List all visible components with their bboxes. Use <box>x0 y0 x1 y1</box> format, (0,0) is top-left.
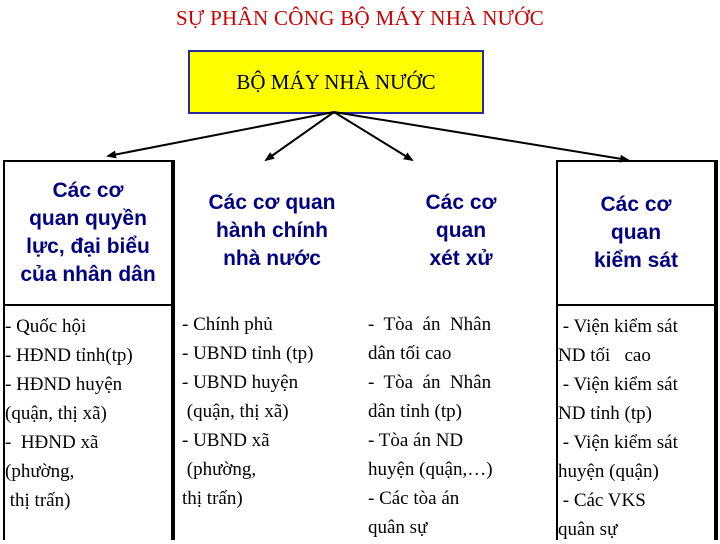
list-item: - Quốc hội <box>5 316 87 337</box>
list-item: (phường, <box>5 461 75 482</box>
column-list <box>558 312 714 544</box>
list-item: - UBND xã <box>182 430 270 451</box>
list-item: - Viện kiểm sát <box>558 316 678 337</box>
column-representative-bodies <box>3 160 175 540</box>
list-item: quân sự <box>558 519 618 540</box>
list-item: huyện (quận,…) <box>368 459 493 480</box>
list-item: thị trấn) <box>5 490 71 511</box>
column-list <box>182 310 362 513</box>
list-item: ND tối cao <box>558 345 651 366</box>
column-judicial-bodies <box>368 160 554 540</box>
list-item: - Chính phủ <box>182 314 273 335</box>
list-item: - Viện kiểm sát <box>558 432 678 453</box>
page-title: SỰ PHÂN CÔNG BỘ MÁY NHÀ NƯỚC <box>175 6 545 30</box>
column-header: Các cơ quan kiểm sát <box>558 162 714 306</box>
column-procuracy-bodies <box>556 160 718 540</box>
list-item: - Các VKS <box>558 490 646 511</box>
list-item: - Tòa án ND <box>368 430 464 451</box>
column-list <box>5 312 171 515</box>
list-item: ND tỉnh (tp) <box>558 403 652 424</box>
list-item: - HĐND huyện <box>5 374 123 395</box>
list-item: (quận, thị xã) <box>5 403 107 424</box>
list-item: - Tòa án Nhân <box>368 372 492 393</box>
list-item: - UBND huyện <box>182 372 299 393</box>
list-item: thị trấn) <box>182 488 243 509</box>
column-header: Các cơ quan hành chính nhà nước <box>208 191 336 270</box>
list-item: - HĐND tỉnh(tp) <box>5 345 133 366</box>
root-label: BỘ MÁY NHÀ NƯỚC <box>236 69 436 94</box>
list-item: - Tòa án Nhân <box>368 314 492 335</box>
column-list <box>368 310 554 542</box>
list-item: - Các tòa án <box>368 488 460 509</box>
list-item: - UBND tỉnh (tp) <box>182 343 314 364</box>
list-item: quân sự <box>368 517 428 538</box>
list-item: - Viện kiểm sát <box>558 374 678 395</box>
list-item: dân tối cao <box>368 343 452 364</box>
arrow-to-col-4 <box>334 112 628 160</box>
arrow-to-col-1 <box>108 112 334 156</box>
list-item: - HĐND xã <box>5 432 99 453</box>
list-item: (phường, <box>182 459 257 480</box>
column-administrative-bodies <box>182 160 362 540</box>
list-item: dân tỉnh (tp) <box>368 401 462 422</box>
column-header: Các cơ quan quyền lực, đại biểu của nhân dân <box>5 162 171 306</box>
list-item: (quận, thị xã) <box>182 401 289 422</box>
column-header: Các cơ quan xét xử <box>425 191 497 270</box>
list-item: huyện (quận) <box>558 461 659 482</box>
